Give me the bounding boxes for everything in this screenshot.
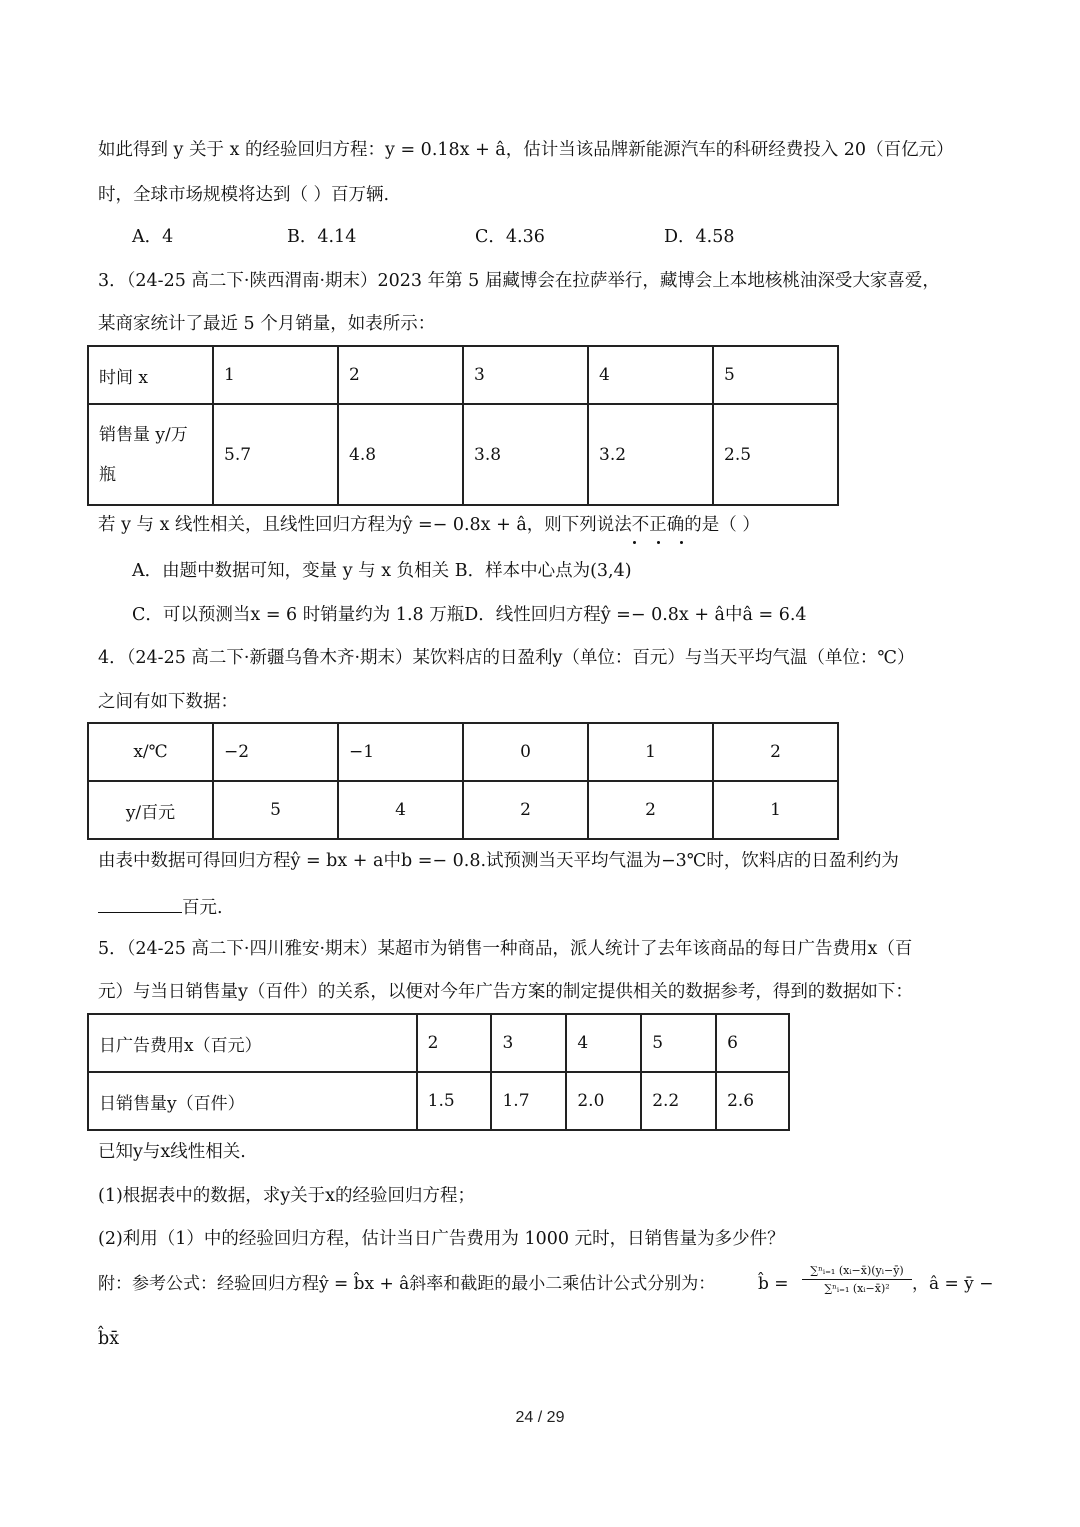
q5-header-x: 日广告费用x（百元） <box>88 1014 417 1072</box>
q4-cell-y: 1 <box>713 781 838 839</box>
q5-cell-y: 2.6 <box>716 1072 789 1130</box>
q3-cell-y: 4.8 <box>338 404 463 505</box>
q3-question: 若 y 与 x 线性相关，且线性回归方程为ŷ =− 0.8x + â，则下列说法不正确的是（ ） <box>98 515 760 535</box>
q5-cell-y: 1.5 <box>417 1072 492 1130</box>
a-hat-formula: ，â = ȳ − <box>912 1274 994 1294</box>
q4-cell-x: 1 <box>588 723 713 781</box>
q5-cell-y: 1.7 <box>491 1072 566 1130</box>
q5-formula-text: 附：参考公式：经验回归方程ŷ = b̂x + â斜率和截距的最小二乘估计公式分别为： <box>98 1274 716 1294</box>
answer-blank[interactable] <box>98 892 182 913</box>
q5-stem-line1: 5．（24-25 高二下·四川雅安·期末）某超市为销售一种商品，派人统计了去年该商品的每日广告费用x（百 <box>98 939 913 959</box>
q4-cell-y: 5 <box>213 781 338 839</box>
q3-cell-y: 5.7 <box>213 404 338 505</box>
q4-cell-x: 2 <box>713 723 838 781</box>
q4-header-x: x/℃ <box>88 723 213 781</box>
q4-cell-y: 2 <box>463 781 588 839</box>
q3-cell-y: 3.8 <box>463 404 588 505</box>
q4-row-x <box>88 723 838 781</box>
q3-cell-x: 5 <box>713 346 838 404</box>
emphasis-dot <box>657 541 660 544</box>
b-hat-label: b̂ = <box>758 1274 789 1294</box>
q4-question: 由表中数据可得回归方程ŷ = bx + a中b =− 0.8.试预测当天平均气温为−3℃时，饮料店的日盈利约为 <box>98 851 899 871</box>
q3-header-y <box>88 404 213 505</box>
q5-cell-y: 2.0 <box>566 1072 641 1130</box>
q3-cell-x: 4 <box>588 346 713 404</box>
fraction-denominator: ∑ⁿᵢ₌₁ (xᵢ−x̄)² <box>824 1282 890 1295</box>
q4-stem-line2: 之间有如下数据： <box>98 692 238 712</box>
q4-cell-x: −1 <box>338 723 463 781</box>
q3-cell-x: 3 <box>463 346 588 404</box>
q2-options <box>0 222 1080 252</box>
q5-cell-x: 2 <box>417 1014 492 1072</box>
q5-cell-y: 2.2 <box>641 1072 716 1130</box>
q2-option-b: B．4.14 <box>287 227 357 247</box>
q5-cell-x: 5 <box>641 1014 716 1072</box>
q3-header-y-line1: 销售量 y/万 <box>99 424 188 445</box>
emphasis-dot <box>633 541 636 544</box>
q4-row-y <box>88 781 838 839</box>
q3-cell-y: 3.2 <box>588 404 713 505</box>
q5-header-y: 日销售量y（百件） <box>88 1072 417 1130</box>
q3-options-cd: C．可以预测当x = 6 时销量约为 1.8 万瓶D．线性回归方程ŷ =− 0.8x + â中â = 6.4 <box>132 605 807 625</box>
q5-stem-line2: 元）与当日销售量y（百件）的关系，以便对今年广告方案的制定提供相关的数据参考，得到的数据如下： <box>98 982 913 1002</box>
q4-header-y: y/百元 <box>88 781 213 839</box>
q2-option-a: A．4 <box>132 227 174 247</box>
q3-header-y-line2: 瓶 <box>99 464 116 485</box>
q2-option-d: D．4.58 <box>664 227 735 247</box>
q5-part2: (2)利用（1）中的经验回归方程，估计当日广告费用为 1000 元时，日销售量为多少件？ <box>98 1229 785 1249</box>
q5-row-x <box>88 1014 789 1072</box>
q4-cell-y: 2 <box>588 781 713 839</box>
fraction-numerator: ∑ⁿᵢ₌₁ (xᵢ−x̄)(yᵢ−ȳ) <box>802 1264 912 1280</box>
q4-answer-line <box>98 892 223 923</box>
q3-data-table <box>87 345 839 506</box>
emphasis-dot <box>680 541 683 544</box>
q5-row-y <box>88 1072 789 1130</box>
q3-cell-y: 2.5 <box>713 404 838 505</box>
q3-cell-x: 1 <box>213 346 338 404</box>
q3-cell-x: 2 <box>338 346 463 404</box>
page-number: 24 / 29 <box>515 1409 565 1426</box>
q3-row-y <box>88 404 838 505</box>
formula-tail: b̂x̄ <box>98 1329 120 1349</box>
q5-formula-line <box>98 1269 715 1299</box>
q4-cell-y: 4 <box>338 781 463 839</box>
q3-options-ab: A．由题中数据可知，变量 y 与 x 负相关 B．样本中心点为(3,4) <box>132 561 632 581</box>
q4-cell-x: −2 <box>213 723 338 781</box>
q4-cell-x: 0 <box>463 723 588 781</box>
q2-stem-line1: 如此得到 y 关于 x 的经验回归方程：y = 0.18x + â，估计当该品牌新能源汽车的科研经费投入 20（百亿元） <box>98 140 954 160</box>
q5-known: 已知y与x线性相关. <box>98 1142 246 1162</box>
q5-cell-x: 4 <box>566 1014 641 1072</box>
q4-data-table <box>87 722 839 840</box>
q2-stem-line2: 时，全球市场规模将达到（ ）百万辆. <box>98 185 390 205</box>
q2-option-c: C．4.36 <box>475 227 545 247</box>
q5-part1: (1)根据表中的数据，求y关于x的经验回归方程； <box>98 1186 476 1206</box>
fraction <box>802 1264 912 1295</box>
q3-row-x <box>88 346 838 404</box>
q3-stem-line2: 某商家统计了最近 5 个月销量，如表所示： <box>98 314 436 334</box>
q5-data-table <box>87 1013 790 1131</box>
q3-stem-line1: 3．（24-25 高二下·陕西渭南·期末）2023 年第 5 届藏博会在拉萨举行，藏博会上本地核桃油深受大家喜爱， <box>98 271 940 291</box>
q5-cell-x: 3 <box>491 1014 566 1072</box>
q4-unit: 百元. <box>182 898 223 918</box>
q3-header-x: 时间 x <box>88 346 213 404</box>
q5-cell-x: 6 <box>716 1014 789 1072</box>
q4-stem-line1: 4．（24-25 高二下·新疆乌鲁木齐·期末）某饮料店的日盈利y（单位：百元）与当天平均气温（单位：℃） <box>98 648 915 668</box>
